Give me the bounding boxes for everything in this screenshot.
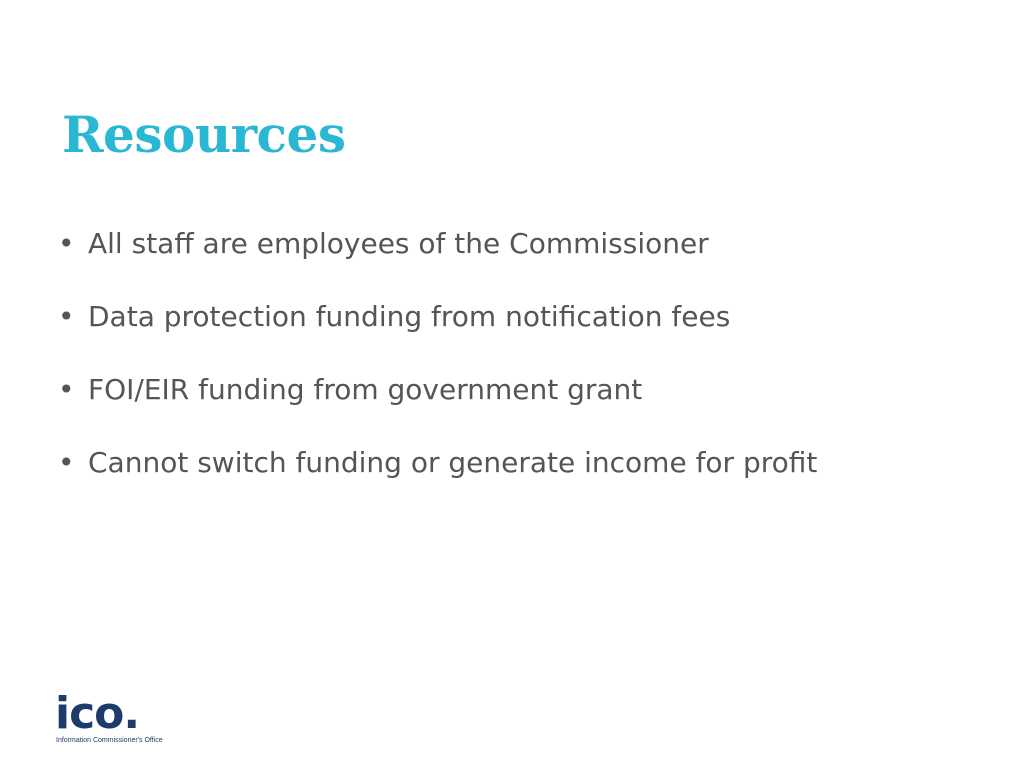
bullet-text: All staff are employees of the Commissioner — [88, 227, 709, 260]
bullet-item — [58, 441, 908, 485]
logo-subtitle: Information Commissioner's Office — [56, 737, 163, 744]
ico-logo — [55, 688, 175, 750]
slide-title: Resources — [62, 105, 346, 164]
bullet-dot-icon: • — [58, 446, 75, 479]
bullet-text: Cannot switch funding or generate income for profit — [88, 446, 818, 479]
bullet-dot-icon: • — [58, 373, 75, 406]
bullet-dot-icon: • — [58, 227, 75, 260]
bullet-item — [58, 295, 908, 339]
bullet-text: FOI/EIR funding from government grant — [88, 373, 643, 406]
bullet-list — [58, 222, 908, 514]
bullet-item — [58, 368, 908, 412]
bullet-text: Data protection funding from notification fees — [88, 300, 731, 333]
logo-wordmark: ico. — [55, 688, 140, 739]
bullet-item — [58, 222, 908, 266]
bullet-dot-icon: • — [58, 300, 75, 333]
